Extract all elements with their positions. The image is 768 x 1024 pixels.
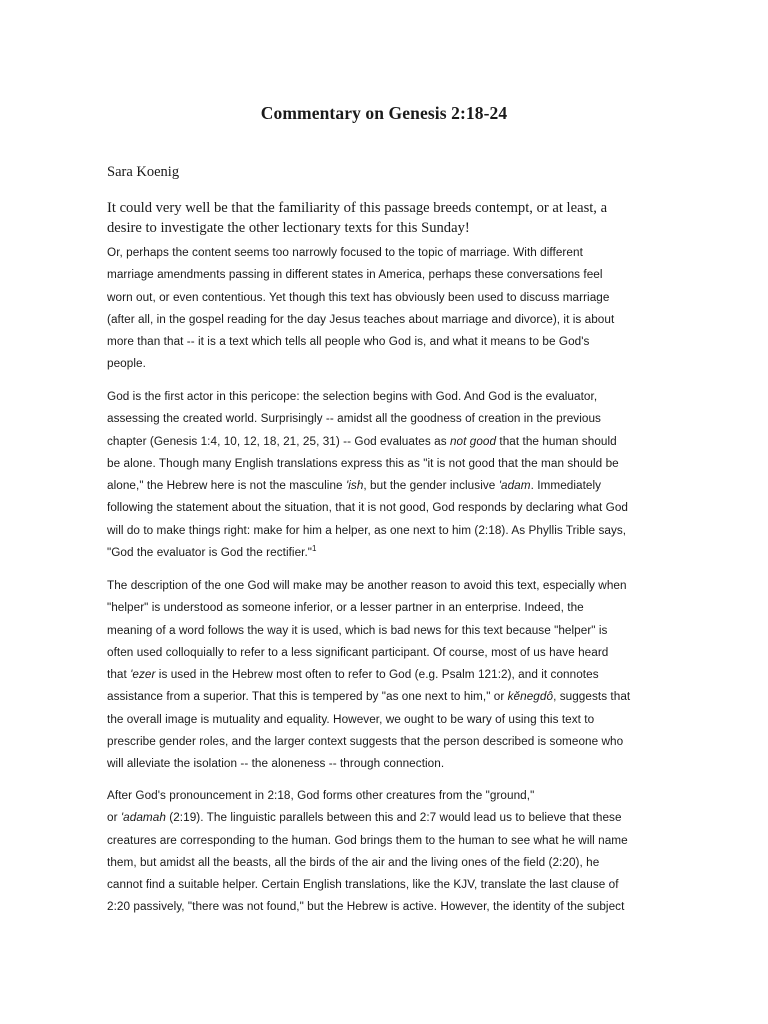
lead-paragraph xyxy=(107,198,667,238)
text-line: After God's pronouncement in 2:18, God forms other creatures from the "ground," xyxy=(107,789,535,802)
lead-line: desire to investigate the other lectionary texts for this Sunday! xyxy=(107,220,470,236)
text-span: , suggests that xyxy=(553,690,631,704)
text-span: is used in the Hebrew most often to refer to God (e.g. Psalm 121:2), and it connotes xyxy=(155,668,599,682)
text-line: them, but amidst all the beasts, all the birds of the air and the living ones of the field (2:20), he xyxy=(107,855,600,869)
text-line xyxy=(107,475,682,497)
text-line: cannot find a suitable helper. Certain English translations, like the KJV, translate the last clause of xyxy=(107,878,619,892)
lead-line: It could very well be that the familiarity of this passage breeds contempt, or at least, a xyxy=(107,200,608,216)
text-line xyxy=(107,542,682,564)
text-span: "God the evaluator is God the rectifier." xyxy=(107,546,313,560)
text-span: (2:19). The linguistic parallels between this and 2:7 would lead us to believe that these xyxy=(165,811,622,825)
text-line: worn out, or even contentious. Yet though this text has obviously been used to discuss marriage xyxy=(107,290,610,304)
footnote-marker[interactable]: 1 xyxy=(312,544,317,554)
hebrew-term: 'ezer xyxy=(130,668,156,682)
text-line: prescribe gender roles, and the larger context suggests that the person described is someone who xyxy=(107,735,624,749)
text-line xyxy=(107,431,682,453)
text-line: (after all, in the gospel reading for the day Jesus teaches about marriage and divorce), it is about xyxy=(107,312,615,326)
text-line: 2:20 passively, "there was not found," but the Hebrew is active. However, the identity of the subject xyxy=(107,900,625,914)
text-line: The description of the one God will make may be another reason to avoid this text, especially when xyxy=(107,579,627,592)
author-name: Sara Koenig xyxy=(107,164,180,180)
text-span: assistance from a superior. That this is tempered by "as one next to him," or xyxy=(107,690,508,704)
text-line xyxy=(107,807,682,829)
text-span: or xyxy=(107,811,121,825)
text-span: that the human should xyxy=(496,434,617,448)
text-span: chapter (Genesis 1:4, 10, 12, 18, 21, 25, 31) -- God evaluates as xyxy=(107,434,450,448)
text-span: that xyxy=(107,668,131,682)
text-line: marriage amendments passing in different states in America, perhaps these conversations feel xyxy=(107,268,603,282)
text-line: creatures are corresponding to the human. God brings them to the human to see what he will name xyxy=(107,833,628,847)
hebrew-term: 'ish xyxy=(345,479,364,493)
text-line: assessing the created world. Surprisingly -- amidst all the goodness of creation in the previous xyxy=(107,412,601,426)
text-span: alone," the Hebrew here is not the masculine xyxy=(107,479,346,493)
text-line: be alone. Though many English translations express this as "it is not good that the man should be xyxy=(107,456,619,470)
paragraph-1 xyxy=(107,242,682,376)
paragraph-4 xyxy=(107,785,682,919)
text-line: "helper" is understood as someone inferior, or a lesser partner in an enterprise. Indeed, the xyxy=(107,601,584,615)
text-line: will alleviate the isolation -- the aloneness -- through connection. xyxy=(107,757,445,771)
text-line: will do to make things right: make for him a helper, as one next to him (2:18). As Phyllis Trible says, xyxy=(107,523,627,537)
text-line: often used colloquially to refer to a less significant participant. Of course, most of us have heard xyxy=(107,645,609,659)
text-line: the overall image is mutuality and equality. However, we ought to be wary of using this text to xyxy=(107,712,595,726)
text-span: . Immediately xyxy=(530,479,602,493)
text-line xyxy=(107,664,682,686)
paragraph-2 xyxy=(107,386,682,564)
hebrew-term: kĕnegdô xyxy=(507,690,554,704)
paragraph-3 xyxy=(107,575,682,776)
text-span: , but the gender inclusive xyxy=(363,479,499,493)
text-line: meaning of a word follows the way it is used, which is bad news for this text because "helper" is xyxy=(107,623,608,637)
text-line: Or, perhaps the content seems too narrowly focused to the topic of marriage. With different xyxy=(107,246,583,259)
text-line: people. xyxy=(107,357,146,371)
text-line xyxy=(107,686,682,708)
text-line: more than that -- it is a text which tells all people who God is, and what it means to be God's xyxy=(107,335,590,349)
emphasis-text: not good xyxy=(449,434,497,448)
text-line: following the statement about the situation, that it is not good, God responds by declaring what God xyxy=(107,501,629,515)
page-title: Commentary on Genesis 2:18-24 xyxy=(260,103,508,123)
hebrew-term: 'adam xyxy=(498,479,531,493)
text-line: God is the first actor in this pericope: the selection begins with God. And God is the evaluator, xyxy=(107,390,598,403)
hebrew-term: 'adamah xyxy=(120,811,166,825)
